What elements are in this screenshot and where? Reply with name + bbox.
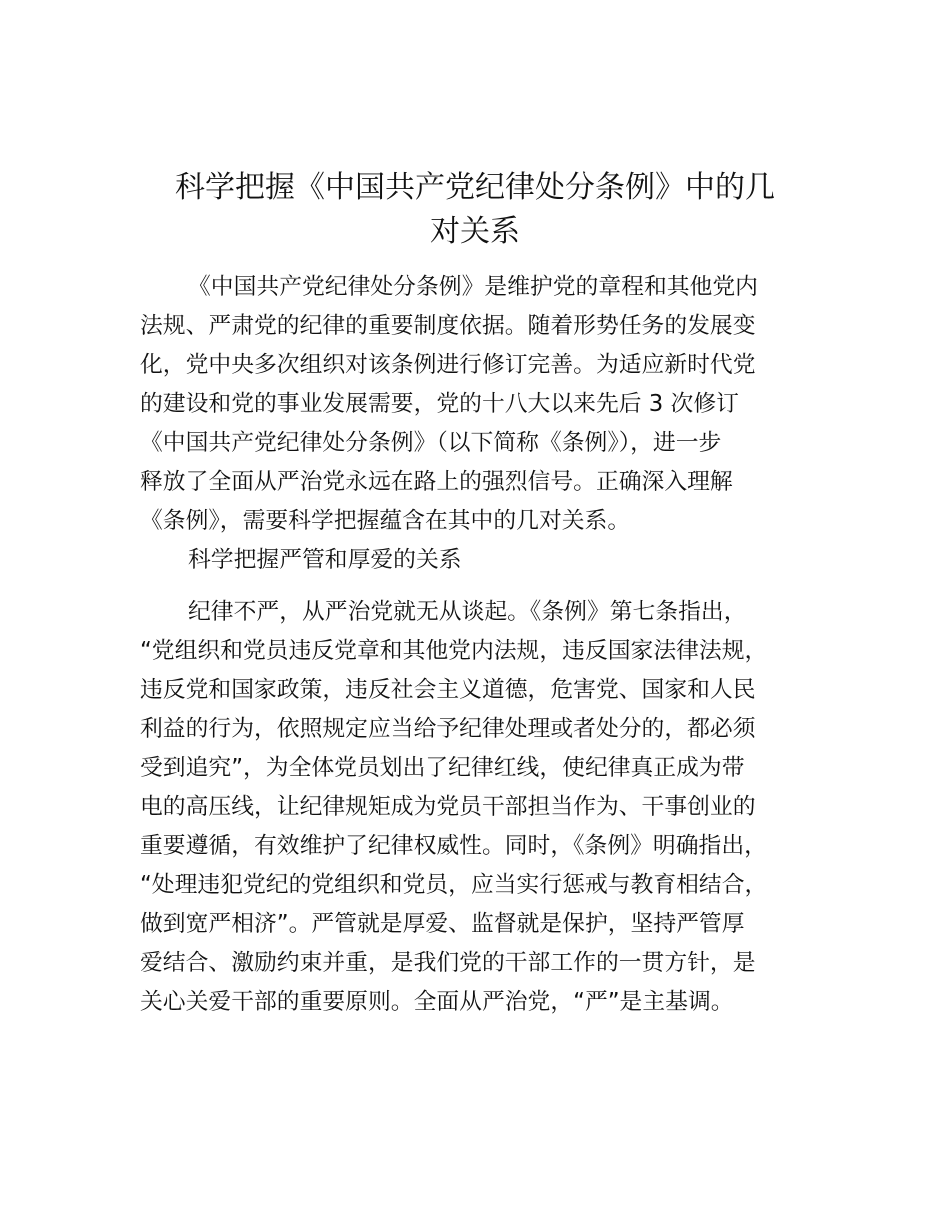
paragraph-body — [140, 593, 840, 1022]
text-line: 《条例》，需要科学把握蕴含在其中的几对关系。 — [140, 508, 631, 534]
text-line: 利益的行为，依照规定应当给予纪律处理或者处分的，都必须 — [140, 716, 756, 742]
title-line: 对关系 — [430, 214, 520, 249]
text-line: 释放了全面从严治党永远在路上的强烈信号。正确深入理解 — [140, 469, 733, 495]
paragraph-intro — [140, 268, 840, 541]
text-line: 爱结合、激励约束并重，是我们党的干部工作的一贯方针，是 — [140, 950, 756, 976]
title-line: 科学把握《中国共产党纪律处分条例》中的几 — [175, 170, 775, 205]
text-line: 受到追究”，为全体党员划出了纪律红线，使纪律真正成为带 — [140, 755, 745, 781]
text-line: 法规、严肃党的纪律的重要制度依据。随着形势任务的发展变 — [140, 313, 756, 339]
text-line: 化，党中央多次组织对该条例进行修订完善。为适应新时代党 — [140, 352, 756, 378]
text-line: 纪律不严，从严治党就无从谈起。《条例》第七条指出， — [188, 599, 747, 625]
text-line: “处理违犯党纪的党组织和党员，应当实行惩戒与教育相结合， — [140, 872, 768, 898]
text-line: 科学把握严管和厚爱的关系 — [188, 547, 462, 573]
text-line: 《中国共产党纪律处分条例》是维护党的章程和其他党内 — [188, 274, 758, 300]
text-line: 做到宽严相济”。严管就是厚爱、监督就是保护，坚持严管厚 — [140, 911, 745, 937]
text-line: 的建设和党的事业发展需要，党的十八大以来先后 3 次修订 — [140, 391, 739, 417]
document-title — [130, 166, 820, 254]
text-line: 违反党和国家政策，违反社会主义道德，危害党、国家和人民 — [140, 677, 756, 703]
text-line: “党组织和党员违反党章和其他党内法规，违反国家法律法规， — [140, 638, 768, 664]
text-line: 电的高压线，让纪律规矩成为党员干部担当作为、干事创业的 — [140, 794, 756, 820]
text-line: 重要遵循，有效维护了纪律权威性。同时，《条例》明确指出， — [140, 833, 767, 859]
text-line: 关心关爱干部的重要原则。全面从严治党，“严”是主基调。 — [140, 989, 734, 1015]
document-body — [140, 268, 840, 1022]
text-line: 《中国共产党纪律处分条例》（以下简称《条例》），进一步 — [140, 430, 722, 456]
section-heading — [140, 541, 840, 580]
